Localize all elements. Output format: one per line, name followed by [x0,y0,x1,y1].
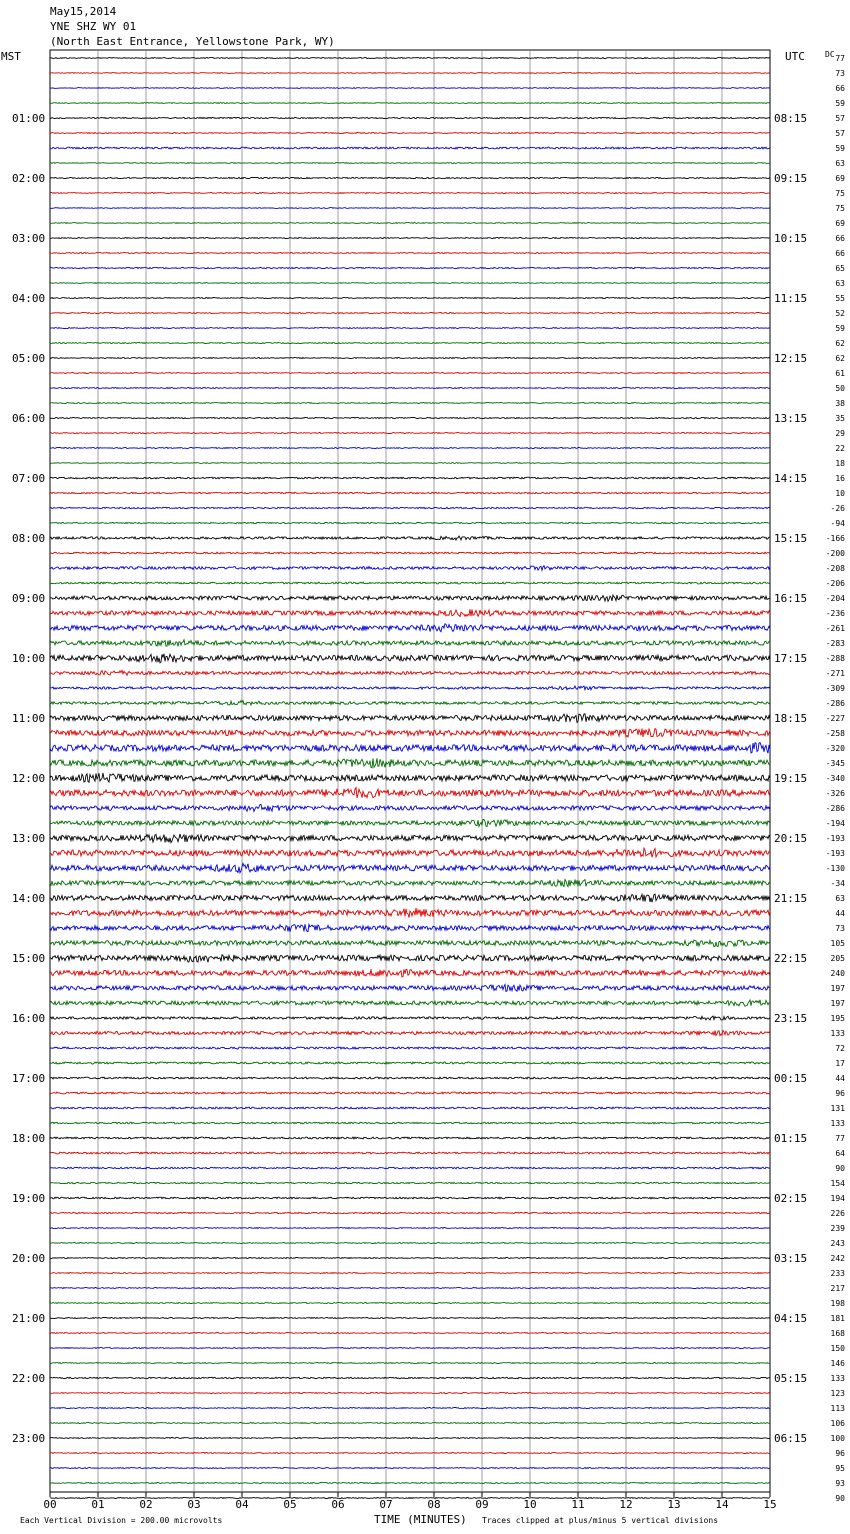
trace-line [50,880,770,887]
dc-offset-value: 77 [835,1134,845,1143]
trace-line [50,1182,770,1183]
mst-hour-label: 07:00 [12,472,46,485]
utc-hour-label: 11:15 [774,292,808,305]
mst-hour-label: 13:00 [12,832,46,845]
mst-hour-label: 06:00 [12,412,46,425]
dc-offset-value: 146 [830,1359,845,1368]
utc-hour-label: 09:15 [774,172,808,185]
dc-offset-value: 106 [830,1419,845,1428]
trace-line [50,313,770,314]
x-tick-label: 11 [571,1498,585,1511]
trace-line [50,163,770,164]
dc-offset-value: 72 [835,1044,845,1053]
utc-hour-label: 08:15 [774,112,808,125]
dc-offset-value: 95 [835,1464,845,1473]
utc-hour-label: 16:15 [774,592,808,605]
dc-offset-value: 242 [830,1254,845,1263]
dc-offset-value: 59 [835,324,845,333]
trace-line [50,1167,770,1169]
trace-line [50,1288,770,1289]
trace-line [50,640,770,647]
trace-line [50,58,770,59]
trace-line [50,267,770,268]
dc-offset-value: -206 [825,579,845,588]
dc-offset-value: 217 [830,1284,845,1293]
mst-hour-label: 18:00 [12,1132,46,1145]
dc-offset-value: -288 [825,654,845,663]
trace-line [50,1318,770,1319]
dc-offset-value: 44 [835,909,845,918]
trace-line [50,88,770,89]
trace-line [50,1408,770,1409]
trace-line [50,328,770,329]
mst-hour-label: 12:00 [12,772,46,785]
dc-offset-value: 205 [830,954,845,963]
dc-offset-value: 194 [830,1194,845,1203]
x-axis-ticks [43,1492,776,1511]
mst-hour-label: 05:00 [12,352,46,365]
trace-line [50,283,770,284]
trace-line [50,433,770,434]
utc-hour-label: 20:15 [774,832,808,845]
trace-line [50,729,770,737]
dc-offset-value: 50 [835,384,845,393]
trace-line [50,358,770,359]
mst-hour-label: 22:00 [12,1372,46,1385]
trace-line [50,373,770,374]
dc-offset-value: 66 [835,249,845,258]
trace-line [50,686,770,690]
trace-line [50,477,770,479]
dc-offset-value: 181 [830,1314,845,1323]
utc-hour-label: 19:15 [774,772,808,785]
trace-line [50,758,770,768]
dc-offset-value: 22 [835,444,845,453]
utc-hour-label: 18:15 [774,712,808,725]
dc-offset-value: 69 [835,174,845,183]
dc-offset-value: 233 [830,1269,845,1278]
dc-offset-value: -94 [830,519,845,528]
trace-line [50,403,770,404]
trace-line [50,1137,770,1139]
x-tick-label: 09 [475,1498,489,1511]
clipping-note: Traces clipped at plus/minus 5 vertical divisions [482,1516,719,1525]
trace-line [50,1438,770,1439]
dc-offset-value: 96 [835,1089,845,1098]
plot-date: May15,2014 [50,5,117,18]
trace-line [50,1000,770,1006]
trace-line [50,1377,770,1378]
dc-offset-value: 64 [835,1149,845,1158]
utc-hour-label: 00:15 [774,1072,808,1085]
dc-offset-value: 239 [830,1224,845,1233]
dc-offset-value: 63 [835,279,845,288]
left-hour-labels [12,112,45,1445]
dc-offset-value: 195 [830,1014,845,1023]
trace-line [50,743,770,754]
dc-offset-value: -258 [825,729,845,738]
x-tick-label: 12 [619,1498,633,1511]
mst-hour-label: 15:00 [12,952,46,965]
dc-offset-value: 59 [835,99,845,108]
trace-line [50,566,770,571]
trace-line [50,536,770,540]
x-tick-label: 15 [763,1498,777,1511]
seismic-traces [50,58,770,1499]
dc-offset-value: -236 [825,609,845,618]
dc-offset-value: 240 [830,969,845,978]
dc-offset-value: 105 [830,939,845,948]
x-tick-label: 08 [427,1498,441,1511]
plot-frame [50,50,770,1492]
trace-line [50,969,770,977]
trace-line [50,1423,770,1424]
trace-line [50,147,770,149]
dc-offset-value: 73 [835,924,845,933]
trace-line [50,522,770,523]
mst-hour-label: 08:00 [12,532,46,545]
dc-offset-value: 133 [830,1119,845,1128]
trace-line [50,223,770,224]
dc-offset-values [826,54,845,1503]
dc-offset-value: 62 [835,339,845,348]
dc-offset-value: 198 [830,1299,845,1308]
dc-offset-value: -309 [825,684,845,693]
mst-hour-label: 09:00 [12,592,46,605]
right-hour-labels [774,112,807,1445]
dc-offset-value: 77 [835,54,845,63]
trace-line [50,834,770,843]
dc-offset-value: 69 [835,219,845,228]
mst-hour-label: 14:00 [12,892,46,905]
dc-offset-value: 133 [830,1029,845,1038]
dc-offset-value: -283 [825,639,845,648]
utc-hour-label: 05:15 [774,1372,808,1385]
dc-offset-value: -227 [825,714,845,723]
trace-line [50,908,770,918]
trace-line [50,417,770,418]
dc-offset-value: 59 [835,144,845,153]
dc-offset-value: 75 [835,189,845,198]
dc-offset-value: -166 [825,534,845,543]
dc-offset-value: -26 [830,504,845,513]
mst-hour-label: 16:00 [12,1012,46,1025]
trace-line [50,848,770,857]
trace-line [50,894,770,902]
trace-line [50,1258,770,1259]
trace-line [50,701,770,705]
x-axis-title: TIME (MINUTES) [374,1513,467,1526]
dc-offset-value: 66 [835,84,845,93]
dc-offset-value: 75 [835,204,845,213]
dc-offset-value: 93 [835,1479,845,1488]
mst-hour-label: 10:00 [12,652,46,665]
trace-line [50,1333,770,1334]
trace-line [50,73,770,74]
trace-line [50,193,770,194]
trace-line [50,448,770,449]
dc-offset-value: -208 [825,564,845,573]
trace-line [50,804,770,811]
trace-line [50,1498,770,1499]
dc-offset-value: 62 [835,354,845,363]
dc-offset-value: 29 [835,429,845,438]
x-tick-label: 01 [91,1498,105,1511]
trace-line [50,1468,770,1469]
trace-line [50,388,770,389]
trace-line [50,1212,770,1213]
utc-hour-label: 10:15 [774,232,808,245]
dc-offset-value: -261 [825,624,845,633]
mst-hour-label: 21:00 [12,1312,46,1325]
trace-line [50,924,770,932]
left-timezone-label: MST [1,50,21,63]
dc-offset-value: 197 [830,984,845,993]
x-tick-label: 13 [667,1498,681,1511]
dc-offset-value: 66 [835,234,845,243]
dc-offset-value: -340 [825,774,845,783]
x-tick-label: 05 [283,1498,297,1511]
trace-line [50,671,770,676]
dc-offset-value: 57 [835,114,845,123]
trace-line [50,985,770,992]
dc-offset-value: -286 [825,699,845,708]
dc-offset-value: 133 [830,1374,845,1383]
dc-offset-label: DC [825,50,835,59]
trace-line [50,1047,770,1049]
trace-line [50,1062,770,1064]
utc-hour-label: 12:15 [774,352,808,365]
trace-line [50,117,770,118]
mst-hour-label: 02:00 [12,172,46,185]
trace-line [50,253,770,254]
dc-offset-value: 61 [835,369,845,378]
trace-line [50,552,770,554]
dc-offset-value: 131 [830,1104,845,1113]
trace-line [50,624,770,632]
trace-line [50,133,770,134]
dc-offset-value: 18 [835,459,845,468]
dc-offset-value: -194 [825,819,845,828]
dc-offset-value: 243 [830,1239,845,1248]
dc-offset-value: 63 [835,894,845,903]
dc-offset-value: -326 [825,789,845,798]
trace-line [50,1273,770,1274]
dc-offset-value: -193 [825,834,845,843]
trace-line [50,1243,770,1244]
dc-offset-value: 90 [835,1494,845,1503]
trace-line [50,492,770,493]
utc-hour-label: 17:15 [774,652,808,665]
trace-line [50,714,770,723]
trace-line [50,1122,770,1124]
station-code: YNE SHZ WY 01 [50,20,137,33]
trace-line [50,820,770,827]
dc-offset-value: 38 [835,399,845,408]
utc-hour-label: 23:15 [774,1012,808,1025]
dc-offset-value: 16 [835,474,845,483]
dc-offset-value: 113 [830,1404,845,1413]
trace-line [50,1348,770,1349]
utc-hour-label: 01:15 [774,1132,808,1145]
dc-offset-value: -204 [825,594,845,603]
mst-hour-label: 17:00 [12,1072,46,1085]
dc-offset-value: -200 [825,549,845,558]
x-tick-label: 04 [235,1498,249,1511]
mst-hour-label: 23:00 [12,1432,46,1445]
trace-line [50,863,770,872]
time-grid [50,50,770,1492]
trace-line [50,1197,770,1199]
trace-line [50,507,770,508]
trace-line [50,955,770,962]
x-tick-label: 07 [379,1498,393,1511]
trace-line [50,595,770,601]
dc-offset-value: 65 [835,264,845,273]
dc-offset-value: 197 [830,999,845,1008]
trace-line [50,1453,770,1454]
trace-line [50,1016,770,1020]
trace-line [50,940,770,947]
utc-hour-label: 13:15 [774,412,808,425]
dc-offset-value: 100 [830,1434,845,1443]
dc-offset-value: 44 [835,1074,845,1083]
dc-offset-value: 35 [835,414,845,423]
dc-offset-value: 17 [835,1059,845,1068]
dc-offset-value: -193 [825,849,845,858]
trace-line [50,1363,770,1364]
trace-line [50,1031,770,1036]
utc-hour-label: 02:15 [774,1192,808,1205]
dc-offset-value: 90 [835,1164,845,1173]
dc-offset-value: 150 [830,1344,845,1353]
dc-offset-value: 154 [830,1179,845,1188]
x-tick-label: 10 [523,1498,537,1511]
utc-hour-label: 22:15 [774,952,808,965]
trace-line [50,1152,770,1154]
trace-line [50,103,770,104]
trace-line [50,1077,770,1079]
trace-line [50,463,770,464]
utc-hour-label: 06:15 [774,1432,808,1445]
dc-offset-value: -130 [825,864,845,873]
mst-hour-label: 04:00 [12,292,46,305]
dc-offset-value: -320 [825,744,845,753]
trace-line [50,1092,770,1094]
x-tick-label: 02 [139,1498,153,1511]
trace-line [50,298,770,299]
dc-offset-value: 57 [835,129,845,138]
dc-offset-value: 226 [830,1209,845,1218]
mst-hour-label: 11:00 [12,712,46,725]
trace-line [50,208,770,209]
mst-hour-label: 03:00 [12,232,46,245]
utc-hour-label: 14:15 [774,472,808,485]
dc-offset-value: 168 [830,1329,845,1338]
right-timezone-label: UTC [785,50,805,63]
utc-hour-label: 21:15 [774,892,808,905]
dc-offset-value: 123 [830,1389,845,1398]
trace-line [50,1228,770,1229]
x-tick-label: 14 [715,1498,729,1511]
dc-offset-value: 52 [835,309,845,318]
mst-hour-label: 01:00 [12,112,46,125]
dc-offset-value: -34 [830,879,845,888]
trace-line [50,609,770,616]
dc-offset-value: 73 [835,69,845,78]
mst-hour-label: 20:00 [12,1252,46,1265]
trace-line [50,773,770,782]
trace-line [50,238,770,239]
trace-line [50,582,770,584]
dc-offset-value: 63 [835,159,845,168]
trace-line [50,1303,770,1304]
dc-offset-value: 55 [835,294,845,303]
mst-hour-label: 19:00 [12,1192,46,1205]
x-tick-label: 00 [43,1498,57,1511]
dc-offset-value: 96 [835,1449,845,1458]
vertical-division-note: Each Vertical Division = 200.00 microvolts [20,1516,223,1525]
dc-offset-value: -271 [825,669,845,678]
utc-hour-label: 15:15 [774,532,808,545]
x-tick-label: 06 [331,1498,345,1511]
x-tick-label: 03 [187,1498,201,1511]
station-location: (North East Entrance, Yellowstone Park, WY) [50,35,335,48]
trace-line [50,177,770,178]
utc-hour-label: 03:15 [774,1252,808,1265]
dc-offset-value: 10 [835,489,845,498]
dc-offset-value: -286 [825,804,845,813]
trace-line [50,1107,770,1109]
trace-line [50,788,770,798]
trace-line [50,1393,770,1394]
trace-line [50,1483,770,1484]
dc-offset-value: -345 [825,759,845,768]
trace-line [50,654,770,663]
utc-hour-label: 04:15 [774,1312,808,1325]
trace-line [50,343,770,344]
